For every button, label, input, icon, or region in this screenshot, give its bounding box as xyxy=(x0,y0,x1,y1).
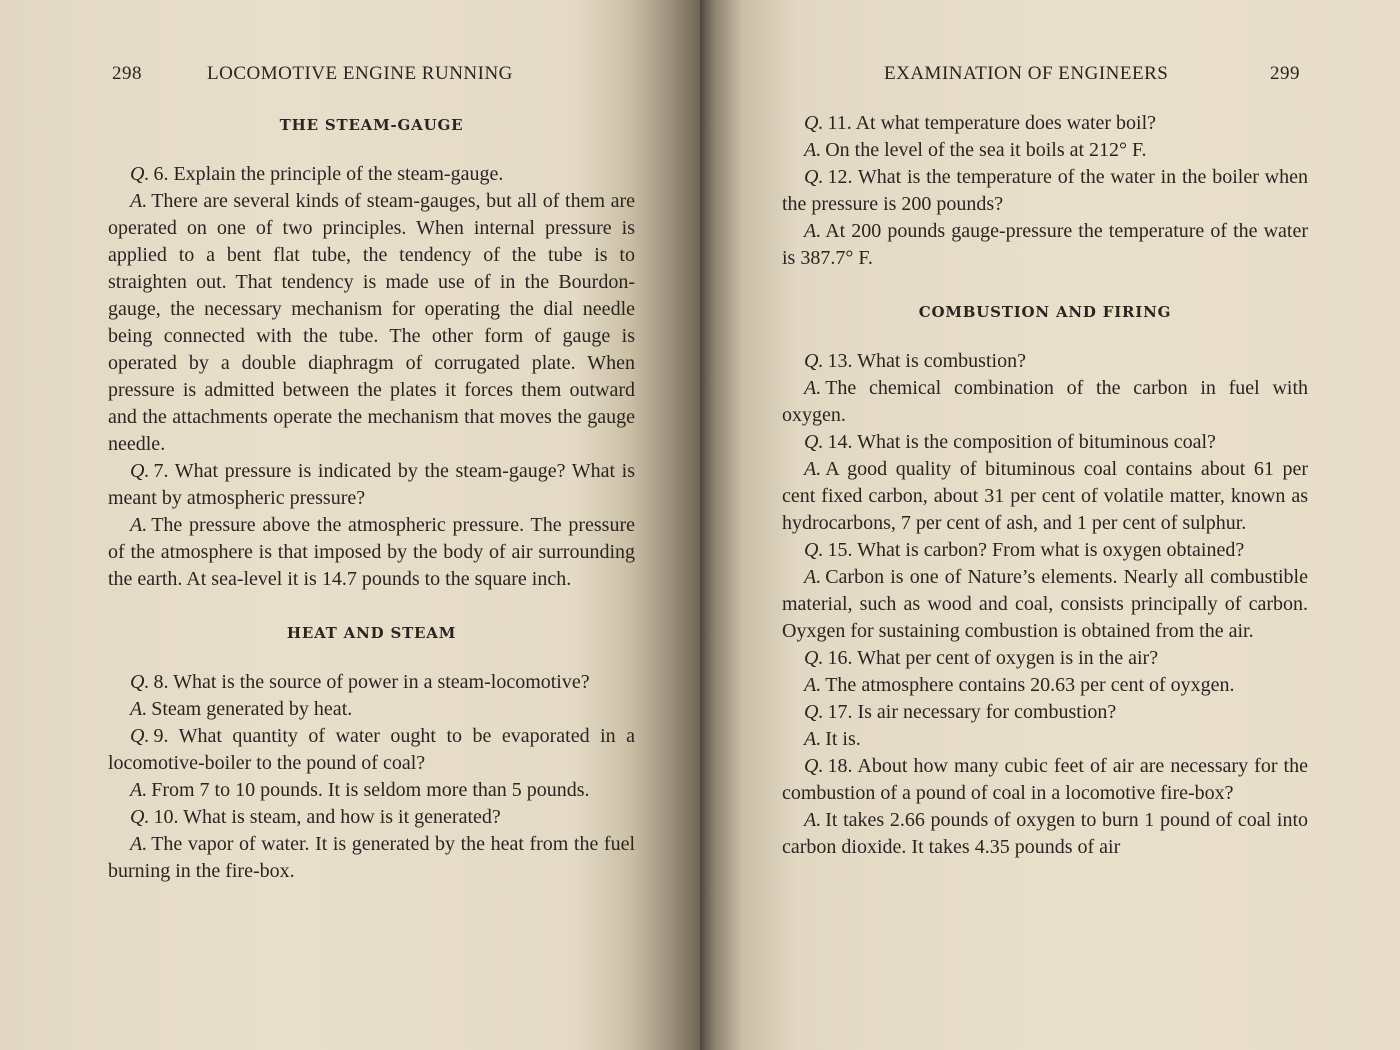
qa-paragraph xyxy=(108,669,635,696)
qa-label: A. xyxy=(130,514,148,536)
qa-label: Q. xyxy=(804,701,824,723)
qa-label: Q. xyxy=(804,755,824,777)
qa-label: Q. xyxy=(804,166,824,188)
qa-paragraph xyxy=(782,672,1308,699)
right-text-column xyxy=(782,110,1308,861)
qa-label: Q. xyxy=(804,112,824,134)
qa-paragraph xyxy=(108,696,635,723)
qa-text: 8. What is the source of power in a steam-locomotive? xyxy=(153,671,590,693)
qa-label: Q. xyxy=(130,725,150,747)
qa-text: A good quality of bituminous coal contains about 61 per cent fixed carbon, about 31 per cent of volatile matter, known as hydrocarbons, 7 per cent of ash, and 1 per cent of sulphur. xyxy=(782,458,1308,534)
qa-label: Q. xyxy=(804,647,824,669)
qa-paragraph xyxy=(782,699,1308,726)
qa-label: Q. xyxy=(130,460,150,482)
qa-label: A. xyxy=(130,190,148,212)
qa-group xyxy=(782,110,1308,272)
qa-label: A. xyxy=(804,220,822,242)
qa-paragraph xyxy=(108,777,635,804)
qa-text: It is. xyxy=(825,728,861,750)
qa-text: 14. What is the composition of bituminous coal? xyxy=(827,431,1216,453)
qa-label: Q. xyxy=(130,671,150,693)
qa-text: Carbon is one of Nature’s elements. Nearly all combustible material, such as wood and coal, consists principally of carbon. Oyxgen for sustaining combustion is obtained from the air. xyxy=(782,566,1308,642)
page-number: 299 xyxy=(1270,63,1300,84)
qa-text: The vapor of water. It is generated by the heat from the fuel burning in the fire-box. xyxy=(108,833,635,882)
qa-text: 15. What is carbon? From what is oxygen obtained? xyxy=(827,539,1245,561)
qa-paragraph xyxy=(782,645,1308,672)
qa-text: At 200 pounds gauge-pressure the temperature of the water is 387.7° F. xyxy=(782,220,1308,269)
qa-paragraph xyxy=(782,218,1308,272)
qa-text: It takes 2.66 pounds of oxygen to burn 1 pound of coal into carbon dioxide. It takes 4.35 pounds of air xyxy=(782,809,1308,858)
qa-text: 13. What is combustion? xyxy=(827,350,1026,372)
qa-paragraph xyxy=(108,188,635,458)
qa-label: Q. xyxy=(130,163,150,185)
qa-group xyxy=(108,161,635,593)
left-text-column xyxy=(108,115,635,885)
qa-paragraph xyxy=(782,726,1308,753)
qa-paragraph xyxy=(782,164,1308,218)
qa-text: 7. What pressure is indicated by the steam-gauge? What is meant by atmospheric pressure? xyxy=(108,460,635,509)
page-number: 298 xyxy=(112,63,142,84)
qa-label: A. xyxy=(130,698,148,720)
qa-text: 12. What is the temperature of the water in the boiler when the pressure is 200 pounds? xyxy=(782,166,1308,215)
qa-paragraph xyxy=(782,564,1308,645)
qa-label: A. xyxy=(804,458,822,480)
qa-paragraph xyxy=(782,375,1308,429)
running-head: EXAMINATION OF ENGINEERS xyxy=(884,63,1169,84)
qa-paragraph xyxy=(782,456,1308,537)
qa-paragraph xyxy=(108,512,635,593)
qa-text: 16. What per cent of oxygen is in the air? xyxy=(827,647,1159,669)
qa-label: A. xyxy=(130,779,148,801)
qa-paragraph xyxy=(782,348,1308,375)
qa-paragraph xyxy=(108,161,635,188)
qa-paragraph xyxy=(782,429,1308,456)
qa-group xyxy=(782,348,1308,861)
qa-text: The pressure above the atmospheric pressure. The pressure of the atmosphere is that imposed by the body of air surrounding the earth. At sea-level it is 14.7 pounds to the square inch. xyxy=(108,514,635,590)
qa-label: A. xyxy=(804,809,822,831)
qa-paragraph xyxy=(782,537,1308,564)
qa-label: A. xyxy=(804,674,822,696)
section-title: THE STEAM-GAUGE xyxy=(279,116,464,134)
qa-paragraph xyxy=(108,458,635,512)
qa-text: 11. At what temperature does water boil? xyxy=(827,112,1157,134)
qa-text: 10. What is steam, and how is it generated? xyxy=(153,806,501,828)
section-title: HEAT AND STEAM xyxy=(286,624,457,642)
qa-text: From 7 to 10 pounds. It is seldom more than 5 pounds. xyxy=(151,779,590,801)
qa-label: Q. xyxy=(130,806,150,828)
qa-paragraph xyxy=(108,831,635,885)
running-head: LOCOMOTIVE ENGINE RUNNING xyxy=(207,63,513,84)
qa-label: A. xyxy=(804,728,822,750)
qa-text: The atmosphere contains 20.63 per cent of oyxgen. xyxy=(825,674,1235,696)
qa-text: 6. Explain the principle of the steam-gauge. xyxy=(153,163,504,185)
qa-text: 17. Is air necessary for combustion? xyxy=(827,701,1117,723)
qa-paragraph xyxy=(782,807,1308,861)
qa-text: Steam generated by heat. xyxy=(151,698,353,720)
qa-label: A. xyxy=(804,139,822,161)
qa-label: A. xyxy=(130,833,148,855)
qa-text: There are several kinds of steam-gauges, but all of them are operated on one of two principles. When internal pressure is applied to a bent flat tube, the tendency of the tube is to straighten out. That tendency is made use of in the Bourdon-gauge, the necessary mechanism for operating the dial needle being connected with the tube. The other form of gauge is operated by a double diaphragm of corrugated plate. When pressure is admitted between the plates it forces them outward and the attachments operate the mechanism that moves the gauge needle. xyxy=(108,190,635,455)
qa-label: Q. xyxy=(804,431,824,453)
qa-text: The chemical combination of the carbon in fuel with oxygen. xyxy=(782,377,1308,426)
qa-text: 9. What quantity of water ought to be evaporated in a locomotive-boiler to the pound of coal? xyxy=(108,725,635,774)
qa-label: Q. xyxy=(804,539,824,561)
qa-paragraph xyxy=(108,804,635,831)
qa-label: A. xyxy=(804,566,822,588)
qa-paragraph xyxy=(782,137,1308,164)
qa-paragraph xyxy=(782,110,1308,137)
qa-label: A. xyxy=(804,377,822,399)
qa-paragraph xyxy=(108,723,635,777)
section-title: COMBUSTION AND FIRING xyxy=(918,303,1172,321)
qa-label: Q. xyxy=(804,350,824,372)
qa-paragraph xyxy=(782,753,1308,807)
qa-text: 18. About how many cubic feet of air are necessary for the combustion of a pound of coal in a locomotive fire-box? xyxy=(782,755,1308,804)
qa-text: On the level of the sea it boils at 212° F. xyxy=(825,139,1147,161)
qa-group xyxy=(108,669,635,885)
right-page xyxy=(700,0,1400,1050)
